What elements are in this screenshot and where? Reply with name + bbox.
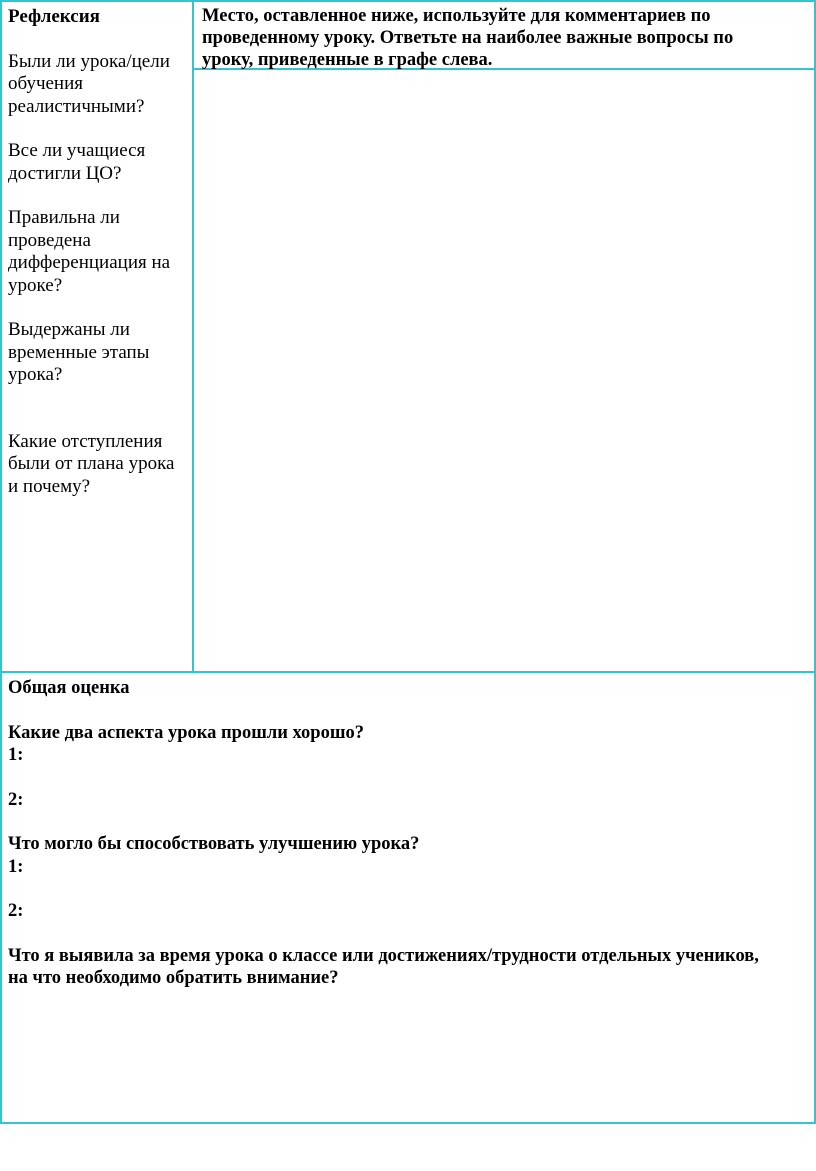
reflection-question-line: достигли ЦО? (8, 162, 122, 184)
good-aspects-question: Какие два аспекта урока прошли хорошо? (8, 722, 364, 743)
reflection-question-line: Все ли учащиеся (8, 140, 146, 161)
reflection-question-line: Выдержаны ли (8, 319, 130, 340)
improvement-2: 2: (8, 901, 24, 921)
good-aspect-1: 1: (8, 745, 24, 765)
observations-question-line: на что необходимо обратить внимание? (8, 968, 339, 988)
reflection-question-line: урока? (8, 364, 63, 385)
improvement-question: Что могло бы способствовать улучшению урока? (8, 834, 420, 854)
comments-line: Место, оставленное ниже, используйте для комментариев по (202, 6, 711, 26)
reflection-question-line: обучения (8, 73, 84, 94)
reflection-question-line: временные этапы (8, 341, 150, 363)
reflection-question-line: и почему? (8, 475, 91, 497)
reflection-heading: Рефлексия (8, 6, 100, 27)
reflection-question-line: Были ли урока/цели (8, 50, 170, 72)
good-aspect-2: 2: (8, 789, 24, 810)
observations-question-line: Что я выявила за время урока о классе или достижениях/трудности отдельных учеников, (8, 945, 759, 966)
comments-line: уроку, приведенные в графе слева. (202, 50, 493, 70)
reflection-cell (8, 6, 190, 498)
comments-area[interactable] (194, 70, 814, 671)
reflection-question-line: были от плана урока (8, 453, 175, 474)
reflection-question-line: реалистичными? (8, 95, 145, 117)
reflection-question-line: Какие отступления (8, 430, 163, 452)
section-divider (0, 671, 816, 673)
reflection-question-line: уроке? (8, 274, 63, 296)
comments-line: проведенному уроку. Ответьте на наиболее важные вопросы по (202, 28, 734, 48)
improvement-1: 1: (8, 856, 24, 877)
overall-assessment-cell (8, 677, 808, 990)
comments-instructions (202, 5, 802, 71)
reflection-question-line: проведена (8, 229, 91, 251)
reflection-question-line: дифференциация на (8, 252, 171, 273)
reflection-question-line: Правильна ли (8, 207, 120, 228)
overall-heading: Общая оценка (8, 678, 130, 698)
